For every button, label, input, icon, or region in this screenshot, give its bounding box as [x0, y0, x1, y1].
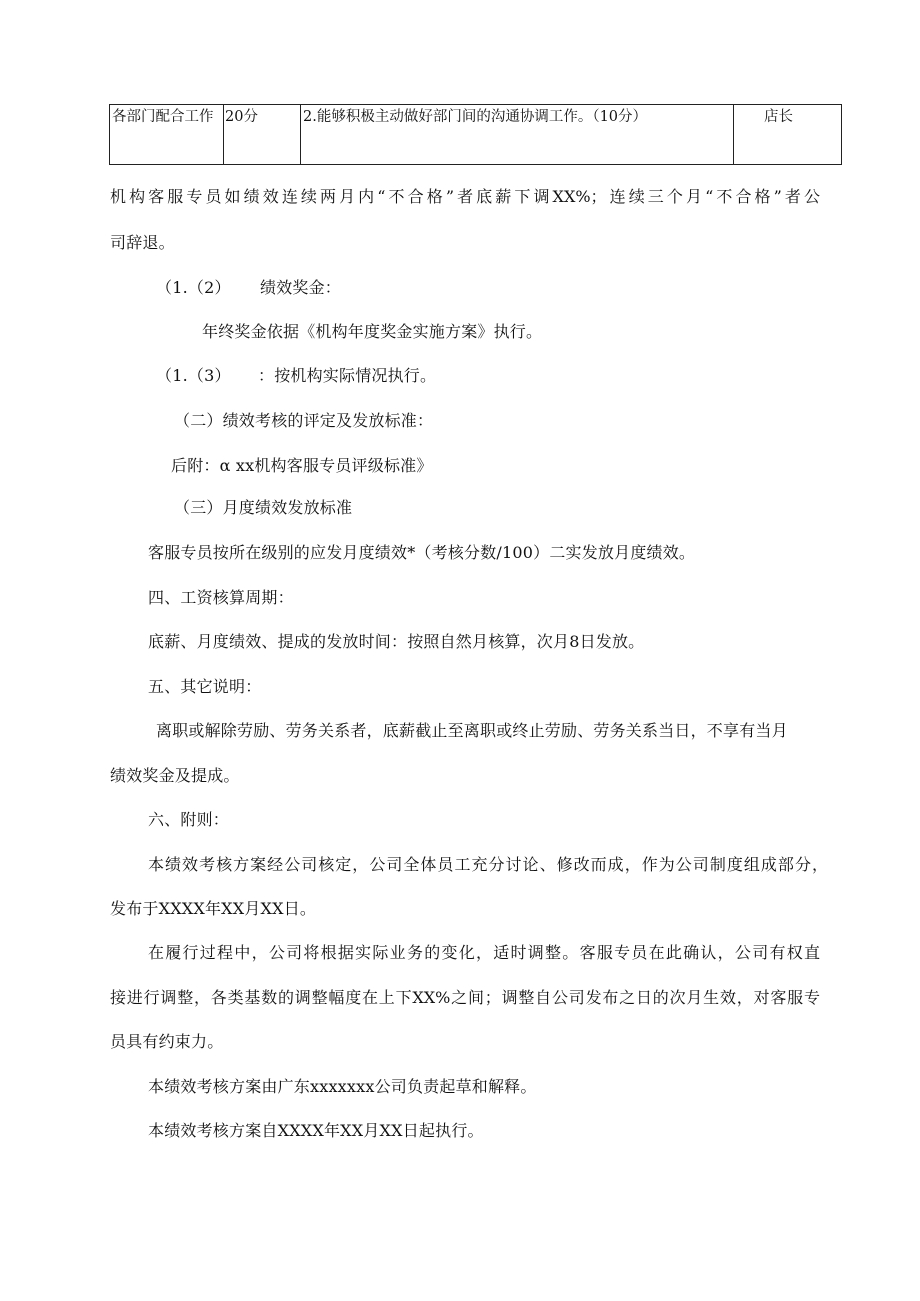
- resign-paragraph-line1: 离职或解除劳励、劳务关系者，底薪截止至离职或终止劳励、劳务关系当日，不享有当月: [156, 721, 788, 740]
- payment-time-paragraph: 底薪、月度绩效、提成的发放时间：按照自然月核算，次月8日发放。: [148, 632, 645, 651]
- adjust-paragraph-line3: 员具有约束力。: [110, 1032, 224, 1051]
- section2-heading: （二）绩效考核的评定及发放标准：: [174, 411, 434, 430]
- adjust-paragraph-line1: 在履行过程中，公司将根据实际业务的变化，适时调整。客服专员在此确认，公司有权直: [148, 943, 820, 962]
- heading-6: 六、附则：: [148, 810, 230, 829]
- formula-paragraph: 客服专员按所在级别的应发月度绩效*（考核分数/100）二实发放月度绩效。: [148, 543, 696, 562]
- demotion-paragraph-line2: 司辞退。: [110, 233, 175, 252]
- dept-cell: 各部门配合工作: [110, 105, 224, 165]
- bonus-heading-number: （1.（2）: [156, 278, 231, 297]
- demotion-paragraph-line1: 机构客服专员如绩效连续两月内“不合格”者底薪下调XX%；连续三个月“不合格”者公: [110, 187, 820, 206]
- criterion-cell: 2.能够积极主动做好部门间的沟通协调工作。（10分）: [301, 105, 734, 165]
- item3-text: ：按机构实际情况执行。: [258, 366, 437, 385]
- bonus-body: 年终奖金依据《机构年度奖金实施方案》执行。: [202, 322, 543, 341]
- section3-heading: （三）月度绩效发放标准: [174, 498, 353, 517]
- adjust-paragraph-line2: 接进行调整，各类基数的调整幅度在上下XX%之间；调整自公司发布之日的次月生效，对客服专: [110, 988, 820, 1007]
- item3-number: （1.（3）: [156, 366, 231, 385]
- drafting-paragraph: 本绩效考核方案由广东xxxxxxx公司负责起草和解释。: [148, 1077, 537, 1096]
- heading-4: 四、工资核算周期：: [148, 588, 294, 607]
- appendix-reference: 后附：α xx机构客服专员评级标准》: [171, 456, 433, 475]
- score-cell: 20分: [224, 105, 301, 165]
- assessor-cell: 店长: [734, 105, 842, 165]
- effective-date-paragraph: 本绩效考核方案自XXXX年XX月XX日起执行。: [148, 1121, 484, 1140]
- resign-paragraph-line2: 绩效奖金及提成。: [110, 766, 240, 785]
- table-row: [110, 105, 842, 165]
- heading-5: 五、其它说明：: [148, 677, 262, 696]
- approval-paragraph-line1: 本绩效考核方案经公司核定，公司全体员工充分讨论、修改而成，作为公司制度组成部分，: [148, 855, 828, 874]
- approval-paragraph-line2: 发布于XXXX年XX月XX日。: [110, 899, 317, 918]
- score-table: [109, 104, 842, 165]
- bonus-heading-text: 绩效奖金：: [260, 278, 342, 297]
